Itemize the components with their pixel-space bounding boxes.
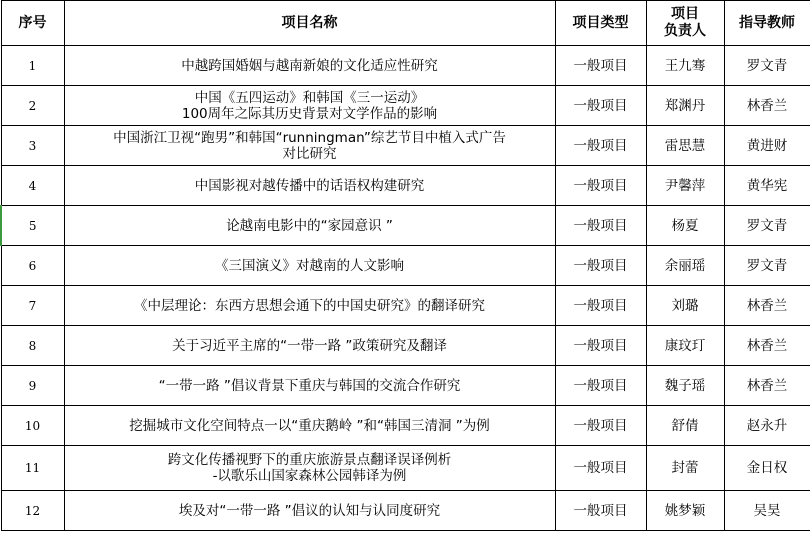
row-project-type: 一般项目 xyxy=(555,166,646,206)
row-advisor: 黄华宪 xyxy=(724,166,810,206)
row-project-type: 一般项目 xyxy=(555,326,646,366)
row-project-type: 一般项目 xyxy=(555,206,646,246)
table-row xyxy=(1,246,810,286)
header-leader xyxy=(646,1,724,46)
row-advisor: 林香兰 xyxy=(724,326,810,366)
row-project-name xyxy=(64,491,555,531)
row-leader: 魏子瑶 xyxy=(646,366,724,406)
table-row xyxy=(1,46,810,86)
project-name-line: 中越跨国婚姻与越南新娘的文化适应性研究 xyxy=(181,57,438,74)
header-row xyxy=(1,1,810,46)
row-project-type: 一般项目 xyxy=(555,46,646,86)
row-project-type: 一般项目 xyxy=(555,286,646,326)
row-index: 9 xyxy=(1,366,64,406)
row-advisor: 罗文青 xyxy=(724,206,810,246)
row-index: 12 xyxy=(1,491,64,531)
table-row xyxy=(1,86,810,126)
row-project-name xyxy=(64,326,555,366)
header-project-name: 项目名称 xyxy=(64,1,555,46)
header-advisor: 指导教师 xyxy=(724,1,810,46)
row-project-type: 一般项目 xyxy=(555,86,646,126)
row-advisor: 罗文青 xyxy=(724,246,810,286)
project-name-line: 100周年之际其历史背景对文学作品的影响 xyxy=(181,105,438,122)
row-leader: 郑渊丹 xyxy=(646,86,724,126)
row-advisor: 林香兰 xyxy=(724,86,810,126)
project-name-line: -以歌乐山国家森林公园韩译为例 xyxy=(212,468,407,484)
row-advisor: 金日权 xyxy=(724,446,810,491)
table-row xyxy=(1,366,810,406)
row-advisor: 林香兰 xyxy=(724,286,810,326)
row-leader: 刘璐 xyxy=(646,286,724,326)
row-advisor: 林香兰 xyxy=(724,366,810,406)
row-leader: 雷思慧 xyxy=(646,126,724,166)
project-name-line: 挖掘城市文化空间特点一以“重庆鹅岭 ”和“韩国三清洞 ”为例 xyxy=(129,417,490,434)
row-project-name xyxy=(64,366,555,406)
row-project-name xyxy=(64,126,555,166)
row-index: 10 xyxy=(1,406,64,446)
row-leader: 姚梦颖 xyxy=(646,491,724,531)
row-leader: 余丽瑶 xyxy=(646,246,724,286)
row-project-name xyxy=(64,446,555,491)
project-name-line: “一带一路 ”倡议背景下重庆与韩国的交流合作研究 xyxy=(158,377,461,394)
row-project-type: 一般项目 xyxy=(555,366,646,406)
row-project-name xyxy=(64,286,555,326)
table-row xyxy=(1,206,810,246)
row-project-type: 一般项目 xyxy=(555,446,646,491)
header-leader-line2: 负责人 xyxy=(664,23,706,39)
project-name-line: 中国影视对越传播中的话语权构建研究 xyxy=(194,177,425,194)
row-index: 8 xyxy=(1,326,64,366)
row-project-name xyxy=(64,46,555,86)
table-row xyxy=(1,491,810,531)
row-index: 4 xyxy=(1,166,64,206)
row-project-type: 一般项目 xyxy=(555,491,646,531)
row-advisor: 赵永升 xyxy=(724,406,810,446)
project-name-line: 论越南电影中的“家园意识 ” xyxy=(226,217,393,234)
project-name-line: 跨文化传播视野下的重庆旅游景点翻译误译例析 xyxy=(167,452,452,468)
row-leader: 王九骞 xyxy=(646,46,724,86)
table-row xyxy=(1,126,810,166)
row-project-type: 一般项目 xyxy=(555,126,646,166)
project-name-line: 中国浙江卫视“跑男”和韩国“runningman”综艺节目中植入式广告 xyxy=(113,129,506,146)
row-leader: 康玟玎 xyxy=(646,326,724,366)
table-row xyxy=(1,286,810,326)
row-project-name xyxy=(64,86,555,126)
project-name-line: 对比研究 xyxy=(282,145,337,162)
table-row xyxy=(1,406,810,446)
header-index: 序号 xyxy=(1,1,64,46)
row-index: 11 xyxy=(1,446,64,491)
row-project-name xyxy=(64,206,555,246)
row-project-type: 一般项目 xyxy=(555,406,646,446)
row-leader: 舒倩 xyxy=(646,406,724,446)
project-name-line: 埃及对“一带一路 ”倡议的认知与认同度研究 xyxy=(178,502,441,519)
row-index: 6 xyxy=(1,246,64,286)
project-name-line: 《中层理论：东西方思想会通下的中国史研究》的翻译研究 xyxy=(134,297,485,314)
row-project-type: 一般项目 xyxy=(555,246,646,286)
table-row xyxy=(1,446,810,491)
table-row xyxy=(1,326,810,366)
row-leader: 尹馨萍 xyxy=(646,166,724,206)
table-row xyxy=(1,166,810,206)
row-index: 7 xyxy=(1,286,64,326)
row-index: 1 xyxy=(1,46,64,86)
row-project-name xyxy=(64,406,555,446)
row-project-name xyxy=(64,246,555,286)
project-name-line: 关于习近平主席的“一带一路 ”政策研究及翻译 xyxy=(172,337,447,354)
row-index: 3 xyxy=(1,126,64,166)
row-advisor: 黄进财 xyxy=(724,126,810,166)
row-advisor: 吴昊 xyxy=(724,491,810,531)
project-name-line: 中国《五四运动》和韩国《三一运动》 xyxy=(194,89,425,106)
row-leader: 杨夏 xyxy=(646,206,724,246)
row-leader: 封蕾 xyxy=(646,446,724,491)
header-project-type: 项目类型 xyxy=(555,1,646,46)
header-leader-line1: 项目 xyxy=(671,6,699,22)
row-advisor: 罗文青 xyxy=(724,46,810,86)
project-name-line: 《三国演义》对越南的人文影响 xyxy=(215,257,404,274)
row-index: 2 xyxy=(1,86,64,126)
row-index: 5 xyxy=(1,206,64,246)
row-project-name xyxy=(64,166,555,206)
